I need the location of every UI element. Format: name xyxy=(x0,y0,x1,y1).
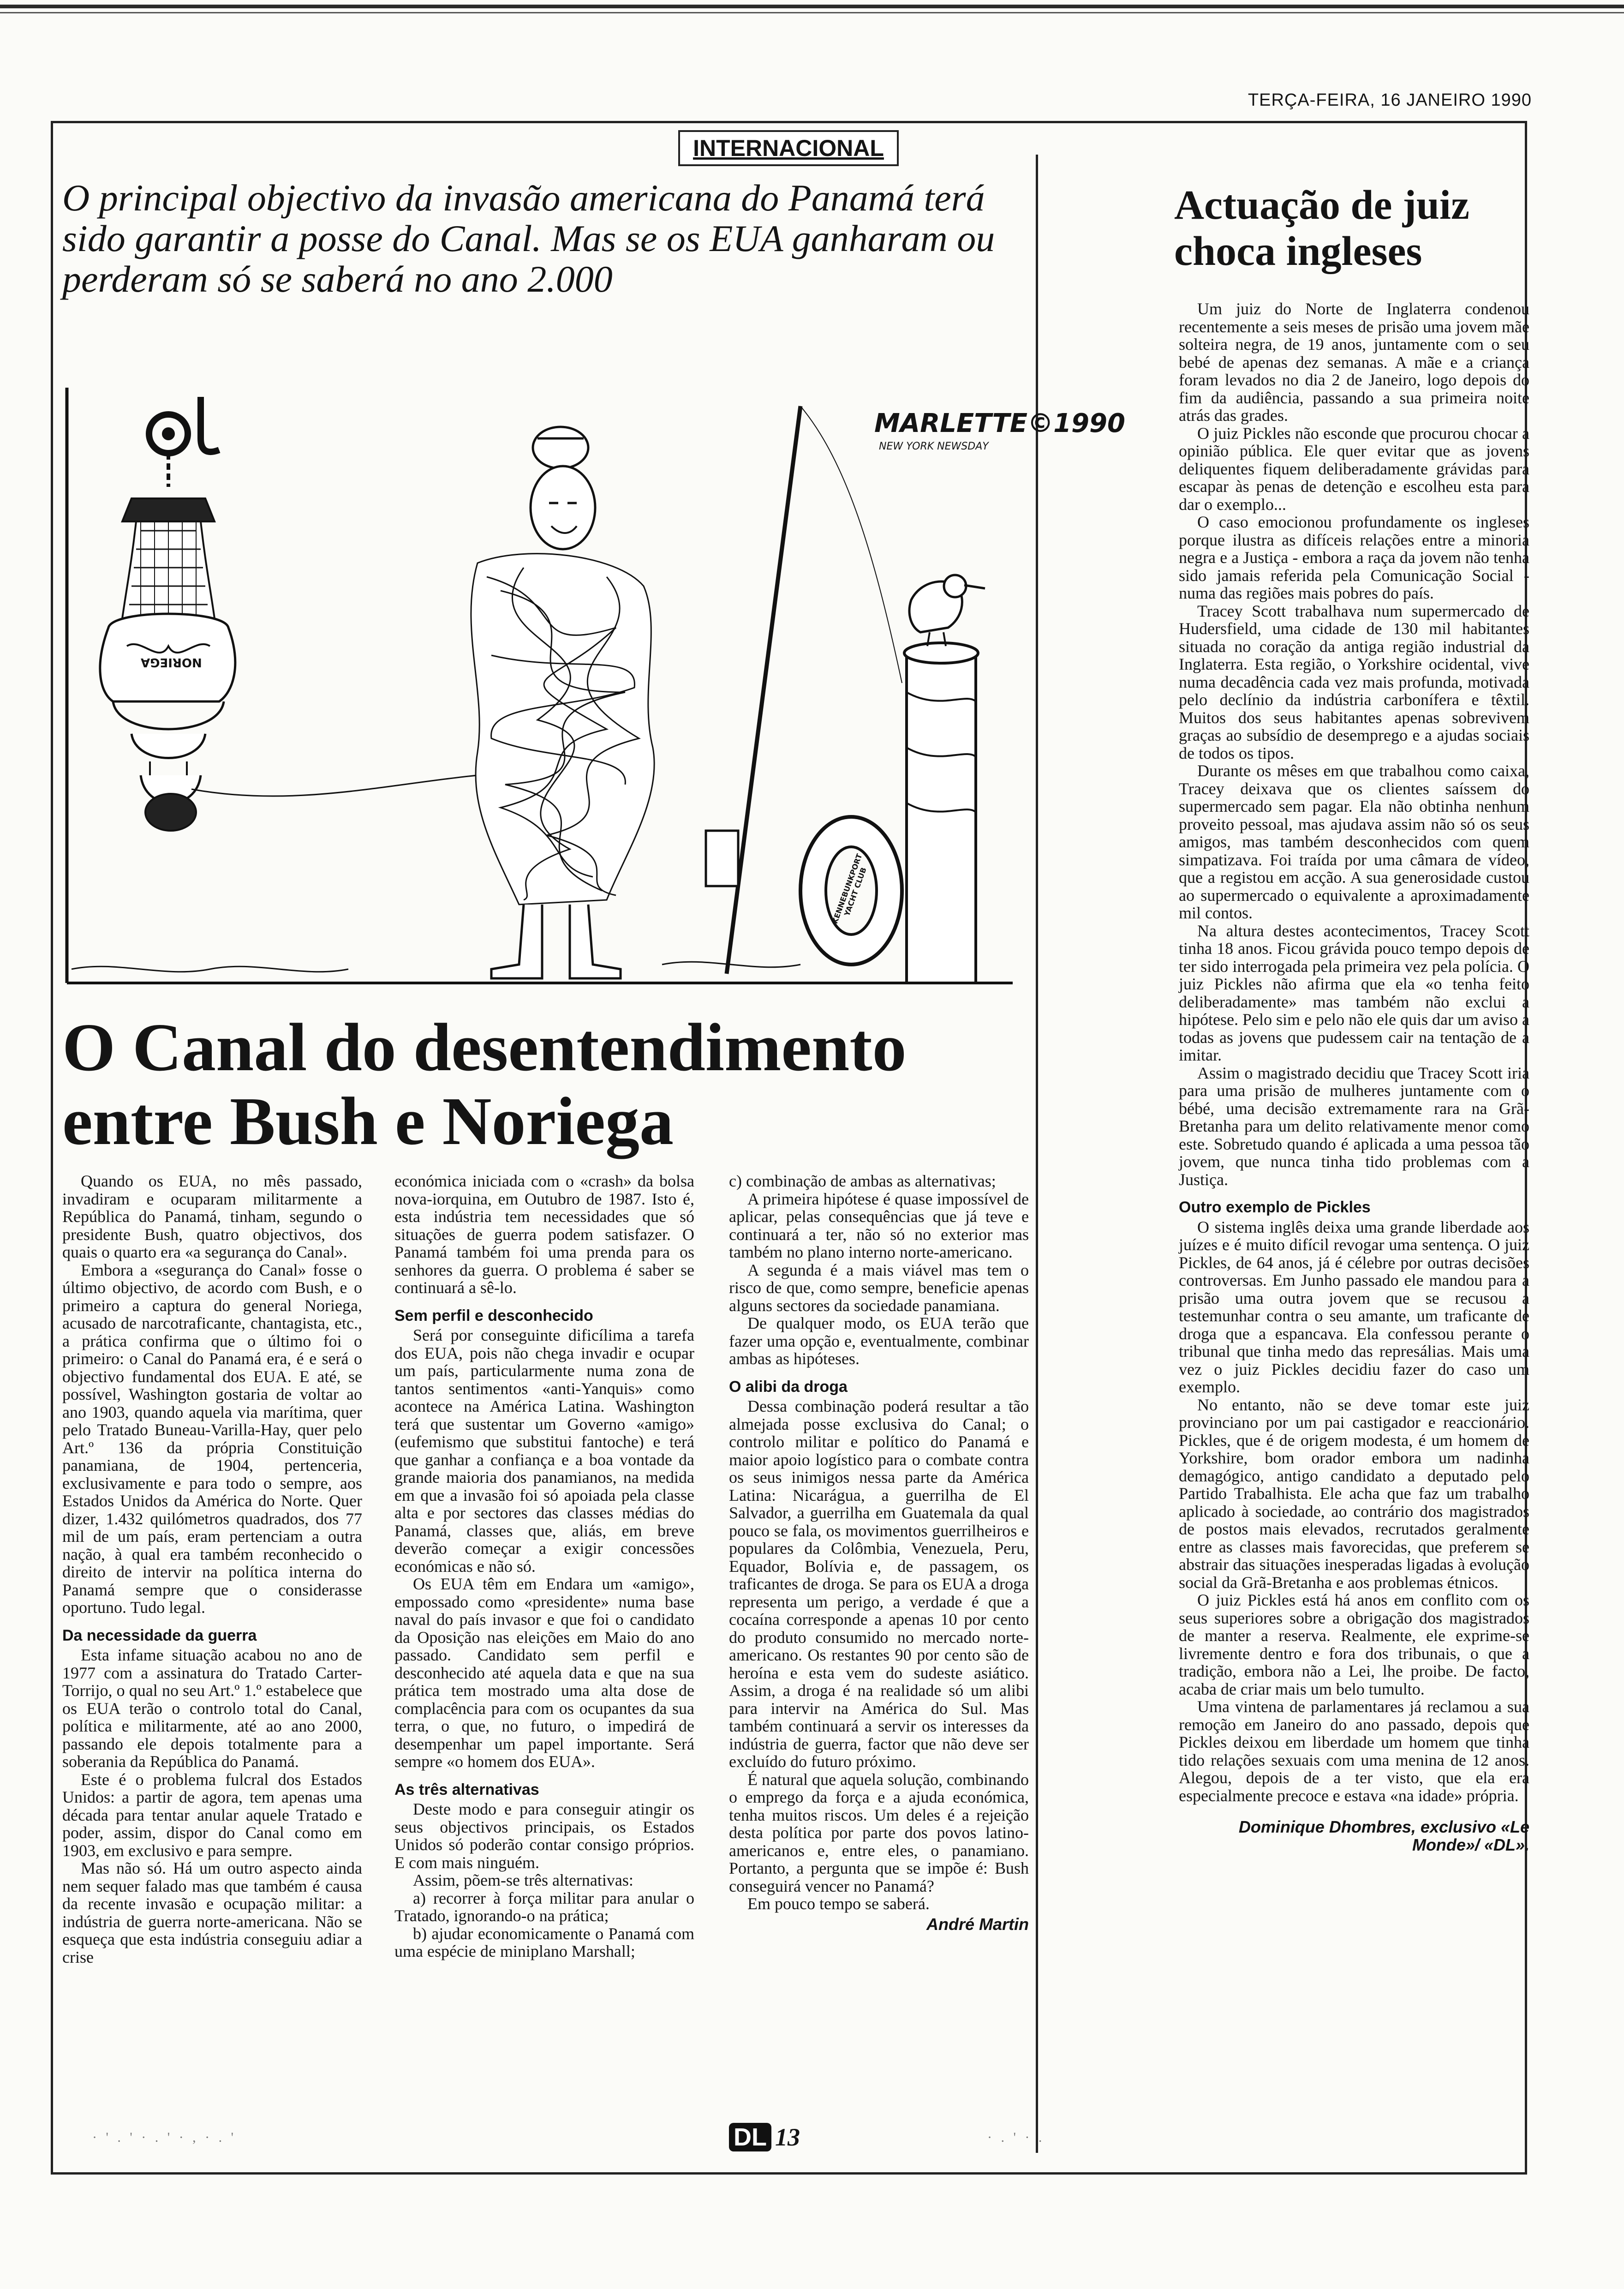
paragraph: Durante os mêses em que trabalhou como caixa, Tracey deixava que os clientes saíssem do supermercado sem pagar. Ela não obtinha nenhum proveito pessoal, mas ajudava assim não só os seus amigos, mas também desconhecidos com quem simpatizava. Foi traída por uma câmara de vídeo, que a registou em acção. A sua generosidade custou ao supermercado o equivalente a aproximadamente mil contos. xyxy=(1179,761,1529,922)
page-footer xyxy=(729,2123,800,2151)
paragraph: A primeira hipótese é quase impossível de aplicar, pelas consequências que já teve e continuará a ter, não só no exterior mas também no plano interno norte-americano. xyxy=(729,1189,1029,1261)
cartoon-credit: NEW YORK NEWSDAY xyxy=(879,441,989,452)
subheading: As três alternativas xyxy=(394,1780,539,1798)
paragraph: Assim o magistrado decidiu que Tracey Scott iria para uma prisão de mulheres juntamente com o bébé, uma decisão extremamente rara na Grã-Bretanha para um delito relativamente menor como este. Sobretudo quando é aplicada a uma pessoa tão jovem, que nunca tinha tido problemas com a Justiça. xyxy=(1179,1063,1529,1189)
article-column-3 xyxy=(729,1172,1029,1933)
paragraph: Na altura destes acontecimentos, Tracey Scott tinha 18 anos. Ficou grávida pouco tempo depois de ter sido interrogada pela primeira vez pela polícia. O juiz Pickles não afirma que ela «o tenha feito deliberadamente» mas também não exclui a hipótese. Pelo sim e pelo não ele quis dar um aviso a todas as jovens que pudessem cair na tentação de a imitar. xyxy=(1179,921,1529,1064)
paragraph: Os EUA têm em Endara um «amigo», empossado como «presidente» numa base naval do país invasor e que foi o candidato da Oposição nas eleições em Maio do ano passado. Candidato sem perfil e desconhecido até aquela data e que na sua prática tem mostrado uma alta dose de complacência para com os ocupantes da sua terra, o que, no futuro, o impedirá de desempenhar um papel importante. Será sempre «o homem dos EUA». xyxy=(394,1575,694,1771)
subheading: Sem perfil e desconhecido xyxy=(394,1306,593,1324)
paragraph: Um juiz do Norte de Inglaterra condenou recentemente a seis meses de prisão uma jovem mãe solteira negra, de 19 anos, juntamente com o seu bebé de apenas dez semanas. A mãe e a criança foram levados no dia 2 de Janeiro, logo depois do fim da audiência, passando a sua primeira noite atrás das grades. xyxy=(1179,300,1529,425)
scan-artifact: · ' . ' · . ' · , · . ' xyxy=(92,2130,237,2145)
paragraph: Assim, põem-se três alternativas: xyxy=(413,1871,633,1889)
paragraph: O sistema inglês deixa uma grande liberdade aos juízes e é muito difícil revogar uma sentença. O juiz Pickles, de 64 anos, já é célebre por outras decisões controversas. Em Junho passado ele mandou para a prisão uma outra jovem que se recusou a testemunhar contra o seu amante, um traficante de droga que a espancava. Ela confessou perante o tribunal que tinha medo das represálias. Mais uma vez o juiz Pickles decidiu fazer do caso um exemplo. xyxy=(1179,1217,1529,1396)
article-headline: O Canal do desentendimento entre Bush e Noriega xyxy=(62,1010,907,1159)
paragraph: económica iniciada com o «crash» da bolsa nova-iorquina, em Outubro de 1987. Isto é, esta indústria tem necessidades que só situações de guerra podem satisfazer. O Panamá também foi uma prenda para os senhores da guerra. O problema é saber se continuará a sê-lo. xyxy=(394,1172,694,1297)
article-column-1 xyxy=(62,1172,362,1966)
lead-text: O principal objectivo da invasão americana do Panamá terá sido garantir a posse do Canal. Mas se os EUA ganharam ou perderam só se saberá no ano 2.000 xyxy=(62,177,995,300)
paragraph: b) ajudar economicamente o Panamá com uma espécie de miniplano Marshall; xyxy=(394,1924,694,1960)
paragraph: Deste modo e para conseguir atingir os seus objectivos principais, os Estados Unidos só poderão contar consigo próprios. E com mais ninguém. xyxy=(394,1800,694,1872)
paragraph: Esta infame situação acabou no ano de 1977 com a assinatura do Tratado Carter-Torrijo, o qual no seu Art.º 1.º estabelece que os EUA terão o controlo total do Canal, política e militarmente, até ao ano 2000, passando ele depois totalmente para a soberania da República do Panamá. xyxy=(62,1646,362,1771)
paragraph: Será por conseguinte dificílima a tarefa dos EUA, pois não chega invadir e ocupar um país, particularmente numa zona de tantos sentimentos «anti-Yanquis» como acontece na América Latina. Washington terá que sustentar um Governo «amigo» (eufemismo que substitui fantoche) e terá que ganhar a confiança e a boa vontade da grande maioria dos panamianos, na medida em que a invasão foi só apoiada pela classe alta e por sectores das classes médias do Panamá, classes que, aliás, em breve deverão começar a exigir concessões económicas e não só. xyxy=(394,1326,694,1576)
paragraph: Mas não só. Há um outro aspecto ainda nem sequer falado mas que também é causa da recente invasão e ocupação militar: a indústria de guerra norte-americana. Não se esqueça que esta indústria conseguiu adiar a crise xyxy=(62,1859,362,1966)
paragraph: No entanto, não se deve tomar este juiz provinciano por um pai castigador e reaccionário. Pickles, que é de origem modesta, é um homem de Yorkshire, bom orador embora um nadinha demagógico, antigo candidato a deputado pelo Partido Trabalhista. Ele acha que faz um trabalho aplicado à sociedade, ao contrário dos magistrados de postos mais elevados, recrutados geralmente entre as classes mais favorecidas, que preferem se abstrair das situações inesperadas ligadas à evolução social da Grã-Bretanha e aos problemas étnicos. xyxy=(1179,1395,1529,1592)
paragraph: De qualquer modo, os EUA terão que fazer uma opção e, eventualmente, combinar ambas as hipóteses. xyxy=(729,1314,1029,1368)
article-column-2 xyxy=(394,1172,694,1960)
newspaper-logo: DL xyxy=(729,2123,771,2151)
paragraph: Este é o problema fulcral dos Estados Unidos: a partir de agora, tem apenas uma década para tentar anular aquele Tratado e poder, assim, dispor do Canal como em 1903, em exclusivo e para sempre. xyxy=(62,1770,362,1860)
paragraph: É natural que aquela solução, combinando o emprego da força e a ajuda económica, tenha muitos riscos. Um deles é a rejeição desta política por parte dos povos latino-americanos e, entre eles, o panamiano. Portanto, a pergunta que se impõe é: Bush conseguirá vencer no Panamá? xyxy=(729,1770,1029,1895)
subheading: O alibi da droga xyxy=(729,1378,848,1396)
cartoon-ring-label: KENNEBUNKPORT YACHT CLUB xyxy=(830,852,868,925)
date-line: TERÇA-FEIRA, 16 JANEIRO 1990 xyxy=(1248,90,1532,110)
article-author: André Martin xyxy=(926,1914,1029,1934)
sidebar-headline: Actuação de juiz choca ingleses xyxy=(1174,182,1469,274)
cartoon-sack-label: NORIEGA xyxy=(141,655,202,669)
paragraph: A segunda é a mais viável mas tem o risco de que, como sempre, beneficie apenas alguns sectores da sociedade panamiana. xyxy=(729,1260,1029,1315)
paragraph: Embora a «segurança do Canal» fosse o último objectivo, de acordo com Bush, e o primeiro a captura do general Noriega, acusado de narcotraficante, chantagista, etc., a prática confirma que o último foi o primeiro: o Canal do Panamá era, é e será o objectivo fundamental dos EUA. E até, se possível, Washington gostaria de voltar ao ano 1903, quando aquela via marítima, quer pelo Tratado Buneau-Varilla-Hay, quer pelo Art.º 136 da própria Constituição panamiana, de 1904, pertenceria, exclusivamente e para todo o sempre, aos Estados Unidos da América do Norte. Quer dizer, 1.432 quilómetros quadrados, dos 77 mil de um país, eram pertenciam a outra nação, à qual era também reconhecido o direito de intervir na política interna do Panamá sempre que o considerasse oportuno. Tudo legal. xyxy=(62,1260,362,1617)
top-rule xyxy=(0,5,1624,8)
sidebar-author: Dominique Dhombres, exclusivo «Le Monde»/ «DL». xyxy=(1238,1817,1529,1854)
paragraph: a) recorrer à força militar para anular o Tratado, ignorando-o na prática; xyxy=(394,1888,694,1925)
paragraph: Em pouco tempo se saberá. xyxy=(747,1894,930,1913)
paragraph: Dessa combinação poderá resultar a tão almejada posse exclusiva do Canal; o controlo militar e político do Panamá e maior apoio logístico para o combate contra os seus inimigos nessa parte da América Latina: Nicarágua, a guerrilha de El Salvador, a guerrilha em Guatemala da qual pouco se fala, os movimentos guerrilheiros e populares da Colômbia, Venezuela, Peru, Equador, Bolívia e, de passagem, os traficantes de droga. Se para os EUA a droga representa um perigo, a verdade é que a cocaína corresponde a apenas 10 por cento do produto consumido no mercado norte-americano. Os restantes 90 por cento são de heroína e esta vem do sudeste asiático. Assim, a droga é na realidade só um alibi para intervir na América do Sul. Mas também continuará a servir os interesses da indústria de guerra, factor que não deve ser excluído do futuro próximo. xyxy=(729,1397,1029,1771)
top-rule-thin xyxy=(0,12,1624,13)
section-label: INTERNACIONAL xyxy=(678,130,899,166)
paragraph: Uma vintena de parlamentares já reclamou a sua remoção em Janeiro do ano passado, depois que Pickles deixou em liberdade um homem que tinha tido relações sexuais com uma menina de 12 anos. Alegou, depois de a ter visto, que ela era especialmente precoce e estava «na idade» própria. xyxy=(1179,1697,1529,1805)
subheading: Da necessidade da guerra xyxy=(62,1626,257,1644)
cartoon-signature: MARLETTE©1990 xyxy=(874,408,1125,438)
scan-artifact: · . ' · . xyxy=(987,2130,1045,2145)
paragraph: O caso emocionou profundamente os ingleses porque ilustra as difíceis relações entre a minoria negra e a Justiça - embora a raça da jovem não tenha sido jamais referida pela Comunicação Social - numa das regiões mais pobres do país. xyxy=(1179,513,1529,602)
paragraph: Quando os EUA, no mês passado, invadiram e ocuparam militarmente a República do Panamá, tinham, segundo o presidente Bush, quatro objectivos, dos quais o quarto era «a segurança do Canal». xyxy=(62,1172,362,1261)
paragraph: c) combinação de ambas as alternativas; xyxy=(729,1172,996,1190)
editorial-cartoon xyxy=(62,369,1125,988)
subheading: Outro exemplo de Pickles xyxy=(1179,1198,1371,1216)
paragraph: Tracey Scott trabalhava num supermercado de Hudersfield, uma cidade de 130 mil habitantes situada no coração da antiga região industrial da Inglaterra. Esta região, o Yorkshire ocidental, vive numa decadência cada vez mais profunda, motivada pelo declínio da indústria carbonífera e têxtil. Muitos dos seus habitantes apenas sobrevivem graças ao subsídio de desemprego e a ajudas sociais de todos os tipos. xyxy=(1179,601,1529,762)
paragraph: O juiz Pickles não esconde que procurou chocar a opinião pública. Ele quer evitar que as jovens deliquentes fiquem deliberadamente grávidas para escapar às penas de detenção e escolheu esta para dar o exemplo... xyxy=(1179,424,1529,514)
paragraph: O juiz Pickles está há anos em conflito com os seus superiores sobre a obrigação dos magistrados de manter a reserva. Realmente, ele exprime-se livremente dentro e fora dos tribunais, o que a tradição, embora não a Lei, lhe proibe. De facto, acaba de criar mais um belo tumulto. xyxy=(1179,1591,1529,1698)
cartoon-drawing xyxy=(62,369,1027,988)
sidebar-column xyxy=(1179,300,1529,1854)
page-number: 13 xyxy=(775,2123,800,2151)
